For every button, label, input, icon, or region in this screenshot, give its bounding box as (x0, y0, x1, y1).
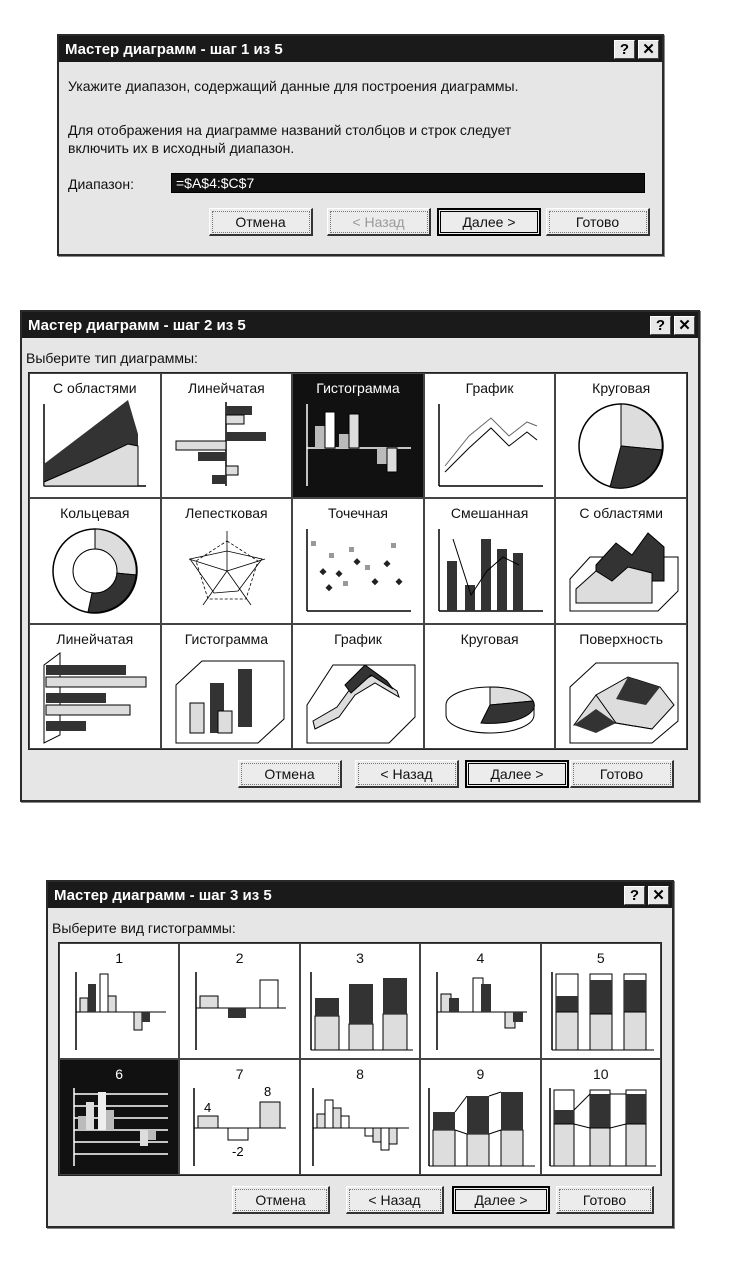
format-number: 10 (593, 1066, 609, 1082)
format-number: 8 (356, 1066, 364, 1082)
chart-type-label: Точечная (328, 505, 388, 522)
format-number: 7 (235, 1066, 244, 1082)
hint-text-line2: включить их в исходный диапазон. (68, 140, 295, 156)
chart-type-label: Круговая (592, 380, 651, 396)
data-labels-column-icon (180, 1060, 299, 1175)
format-number: 6 (115, 1066, 124, 1082)
back-button[interactable]: < Назад (327, 208, 431, 236)
wizard-step1-dialog (57, 34, 664, 256)
chart-type-label: Кольцевая (60, 505, 130, 522)
next-button[interactable]: Далее > (437, 208, 541, 236)
data-label: -2 (232, 1144, 244, 1159)
next-button[interactable]: Далее > (465, 760, 569, 788)
chart-type-grid (28, 372, 688, 750)
column-format-5[interactable] (541, 943, 661, 1059)
format-number: 2 (235, 950, 244, 966)
chart-type-label: Смешанная (450, 505, 529, 522)
chart-type-label: С областями (53, 380, 137, 396)
column-format-grid (58, 942, 662, 1176)
cancel-button[interactable]: Отмена (238, 760, 342, 788)
chart-type-label: Круговая (460, 630, 519, 647)
bar-chart-icon (162, 374, 292, 498)
title-bar[interactable] (48, 882, 672, 908)
chart-type-pie-3d[interactable] (424, 624, 556, 749)
area-3d-chart-icon (556, 499, 686, 623)
dialog-title: Мастер диаграмм - шаг 2 из 5 (28, 316, 246, 334)
bar-3d-chart-icon (30, 625, 160, 749)
help-button[interactable]: ? (614, 40, 635, 59)
pie-3d-chart-icon (425, 625, 555, 749)
stacked-column-icon (301, 944, 420, 1059)
column-format-7[interactable] (179, 1059, 299, 1175)
finish-button[interactable]: Готово (556, 1186, 654, 1214)
chart-type-pie[interactable] (555, 373, 687, 498)
pie-chart-icon (556, 374, 686, 498)
chart-type-bar-3d[interactable] (29, 624, 161, 749)
dialog-title: Мастер диаграмм - шаг 1 из 5 (65, 40, 283, 58)
column-format-10[interactable] (541, 1059, 661, 1175)
column-format-6[interactable] (59, 1059, 179, 1175)
stacked-series-lines-column-icon (421, 1060, 540, 1175)
chart-type-combo[interactable] (424, 498, 556, 623)
chart-type-label: Линейчатая (188, 380, 265, 396)
back-button[interactable]: < Назад (346, 1186, 444, 1214)
chart-type-label: Лепестковая (185, 505, 268, 522)
format-number: 4 (476, 950, 485, 966)
line-3d-chart-icon (293, 625, 423, 749)
chart-type-label: Гистограмма (316, 380, 400, 396)
help-button[interactable]: ? (650, 316, 671, 335)
range-input[interactable] (171, 173, 645, 193)
data-label: 4 (204, 1100, 212, 1115)
column-format-1[interactable] (59, 943, 179, 1059)
adjacent-column-icon (301, 1060, 420, 1175)
hint-text-line1: Для отображения на диаграмме названий столбцов и строк следует (68, 122, 512, 138)
100-percent-stacked-column-icon (542, 944, 661, 1059)
chart-type-label: С областями (579, 505, 663, 522)
instruction-text: Укажите диапазон, содержащий данные для построения диаграммы. (68, 78, 519, 94)
line-chart-icon (425, 374, 555, 498)
clustered-column-icon (60, 944, 179, 1059)
chart-type-radar[interactable] (161, 498, 293, 623)
chart-type-surface[interactable] (555, 624, 687, 749)
chart-type-label: Гистограмма (184, 630, 269, 647)
chart-type-label: Поверхность (579, 630, 664, 647)
help-button[interactable]: ? (624, 886, 645, 905)
next-button[interactable]: Далее > (452, 1186, 550, 1214)
area-chart-icon (30, 374, 160, 498)
finish-button[interactable]: Готово (546, 208, 650, 236)
range-label: Диапазон: (68, 176, 134, 192)
column-format-prompt: Выберите вид гистограммы: (52, 920, 236, 936)
cancel-button[interactable]: Отмена (209, 208, 313, 236)
column-format-2[interactable] (179, 943, 299, 1059)
finish-button[interactable]: Готово (570, 760, 674, 788)
close-button[interactable]: ✕ (674, 316, 695, 335)
wizard-step2-dialog (20, 310, 700, 802)
column-format-4[interactable] (420, 943, 540, 1059)
format-number: 5 (596, 950, 605, 966)
back-button[interactable]: < Назад (355, 760, 459, 788)
chart-type-prompt: Выберите тип диаграммы: (26, 350, 198, 366)
cancel-button[interactable]: Отмена (232, 1186, 330, 1214)
chart-type-area[interactable] (29, 373, 161, 498)
close-button[interactable]: ✕ (648, 886, 669, 905)
data-label: 8 (264, 1084, 272, 1099)
column-format-8[interactable] (300, 1059, 420, 1175)
chart-type-area-3d[interactable] (555, 498, 687, 623)
chart-type-line-3d[interactable] (292, 624, 424, 749)
surface-chart-icon (556, 625, 686, 749)
single-series-column-icon (180, 944, 299, 1059)
overlapped-column-icon (421, 944, 540, 1059)
scatter-chart-icon (293, 499, 423, 623)
format-number: 9 (476, 1066, 485, 1082)
column-3d-chart-icon (162, 625, 292, 749)
close-button[interactable]: ✕ (638, 40, 659, 59)
column-chart-icon (293, 374, 423, 498)
format-number: 1 (115, 950, 124, 966)
radar-chart-icon (162, 499, 292, 623)
chart-type-label: График (465, 380, 514, 396)
title-bar[interactable] (22, 312, 698, 338)
wizard-step3-dialog (46, 880, 674, 1228)
title-bar[interactable] (59, 36, 662, 62)
chart-type-column[interactable] (292, 373, 424, 498)
chart-type-doughnut[interactable] (29, 498, 161, 623)
chart-type-bar[interactable] (161, 373, 293, 498)
dialog-title: Мастер диаграмм - шаг 3 из 5 (54, 886, 272, 904)
chart-type-scatter[interactable] (292, 498, 424, 623)
format-number: 3 (356, 950, 364, 966)
column-format-3[interactable] (300, 943, 420, 1059)
column-format-9[interactable] (420, 1059, 540, 1175)
doughnut-chart-icon (30, 499, 160, 623)
chart-type-column-3d[interactable] (161, 624, 293, 749)
chart-type-label: График (334, 630, 382, 647)
100-percent-series-lines-column-icon (542, 1060, 661, 1175)
combo-chart-icon (425, 499, 555, 623)
chart-type-label: Линейчатая (56, 630, 134, 647)
gridlines-column-icon (60, 1060, 179, 1175)
chart-type-line[interactable] (424, 373, 556, 498)
